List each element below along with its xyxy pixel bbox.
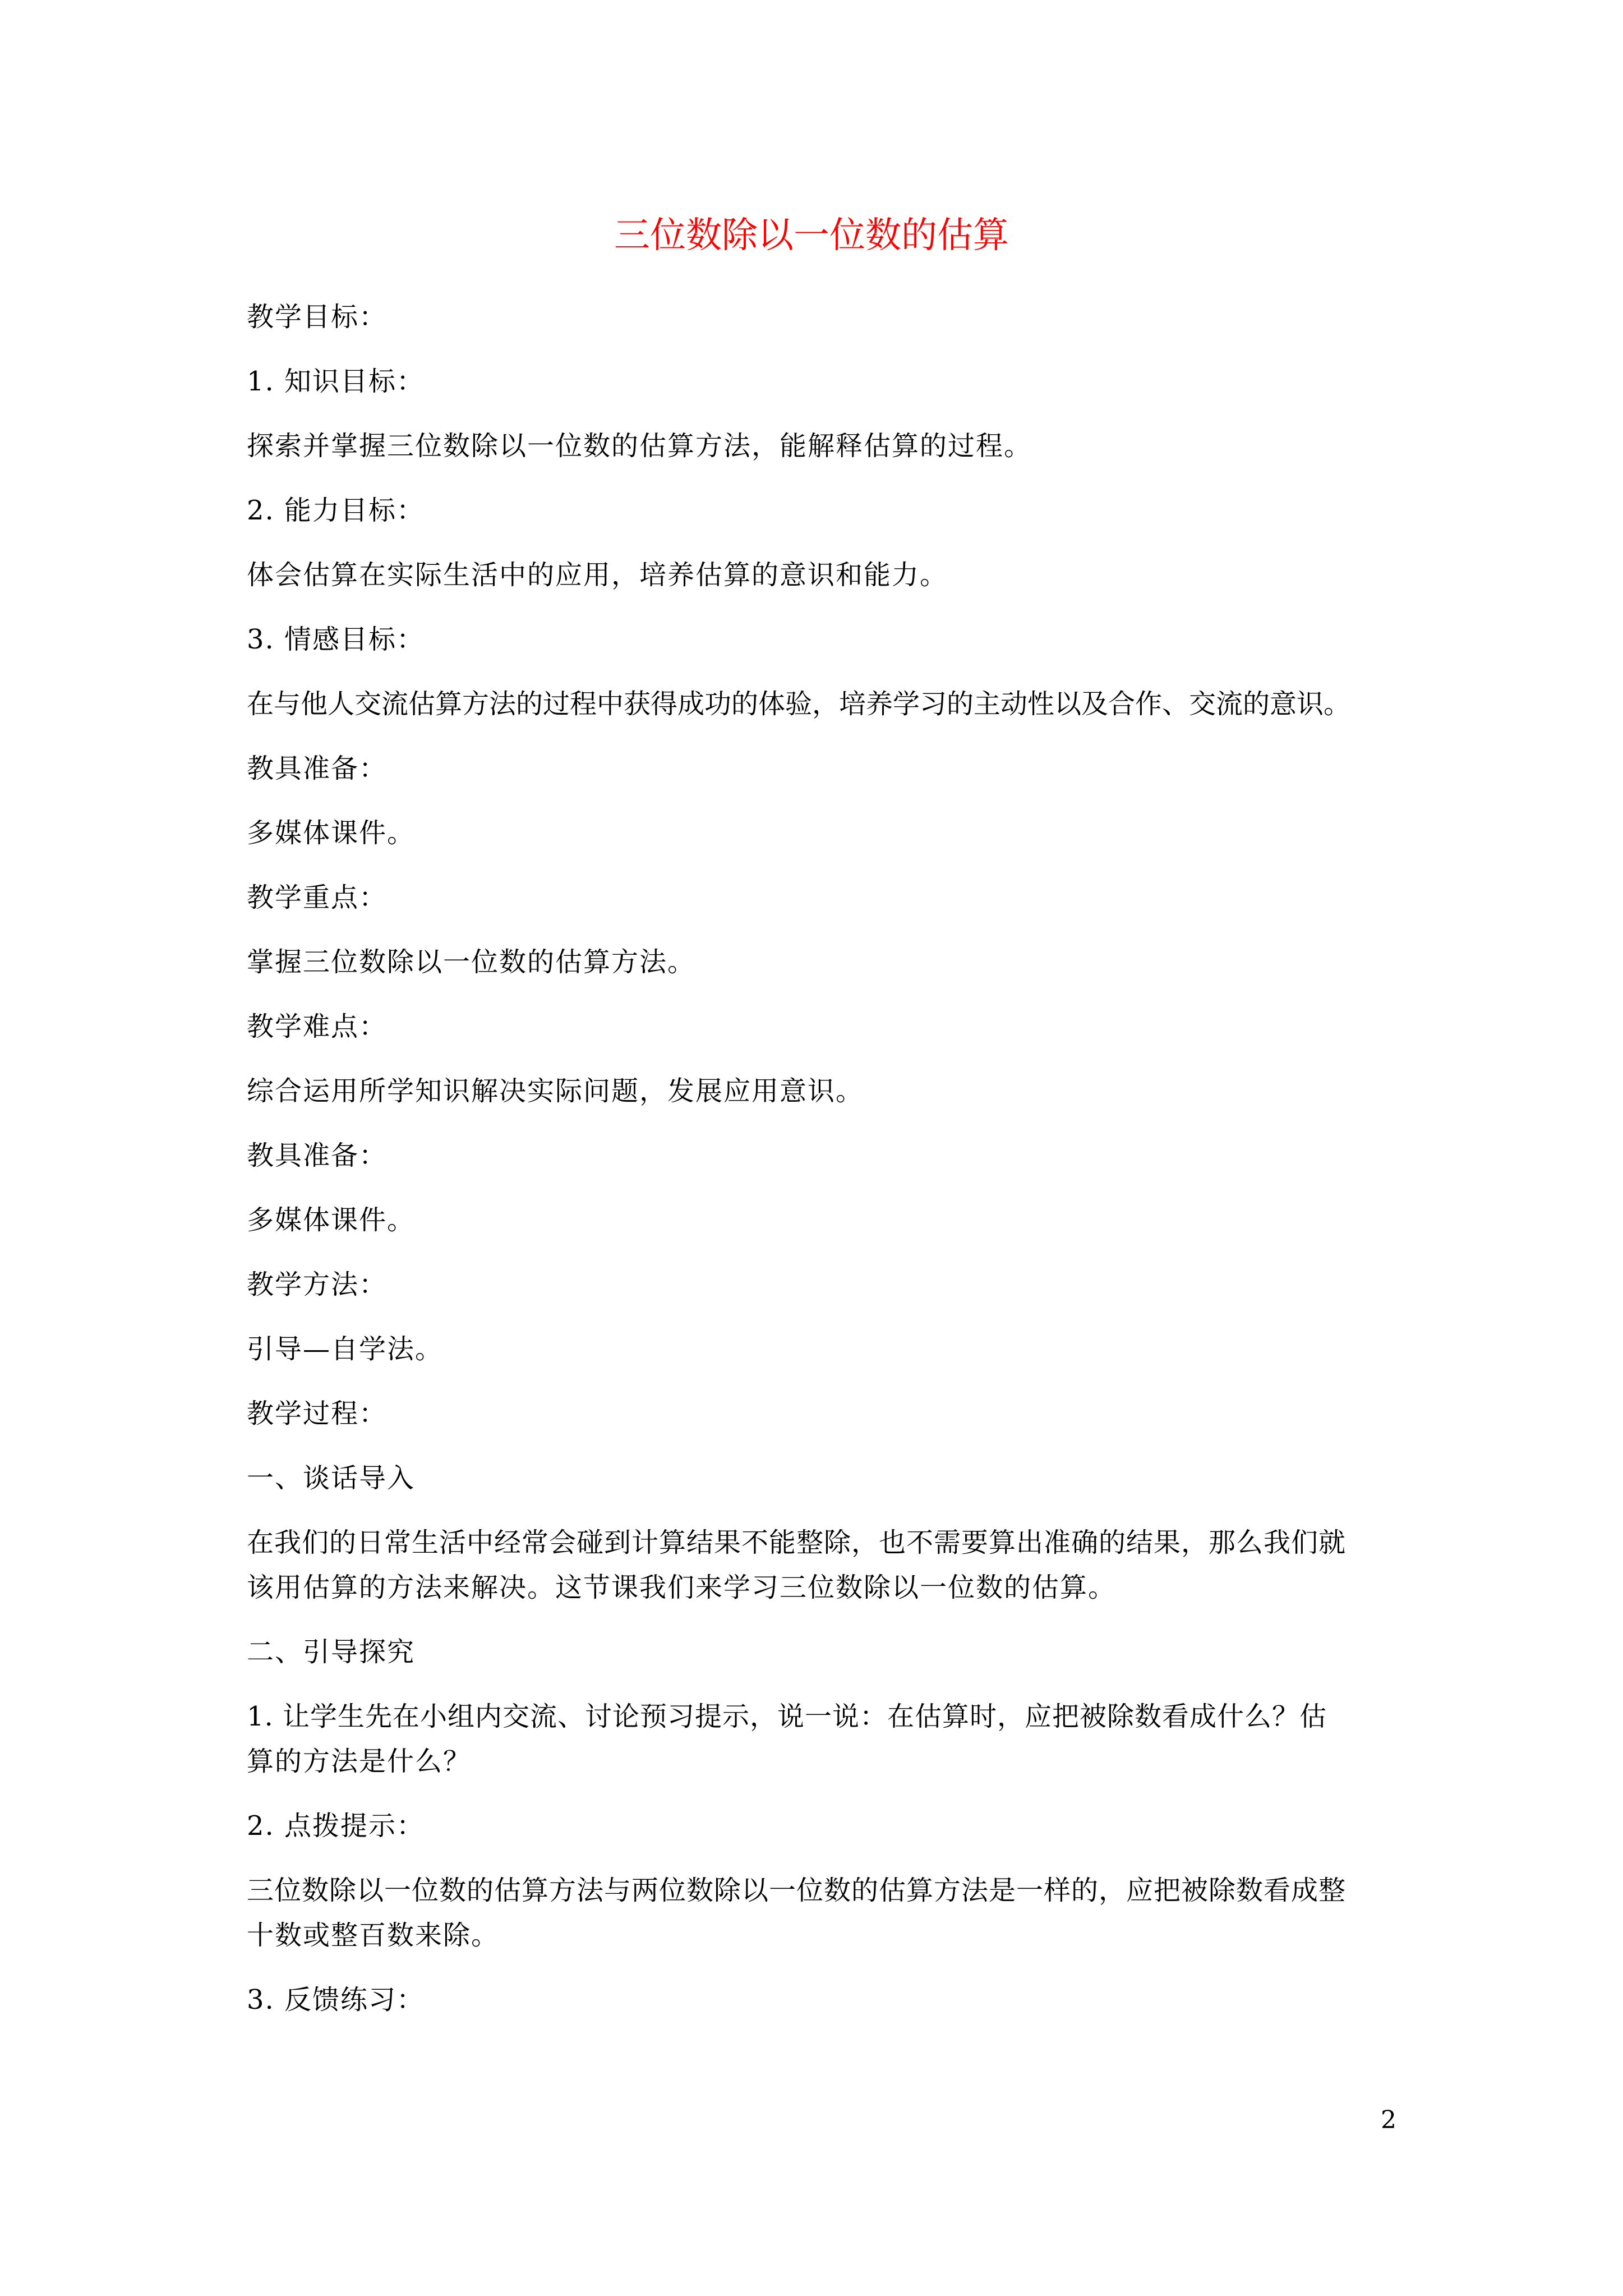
hint-step-text-line-1: 三位数除以一位数的估算方法与两位数除以一位数的估算方法是一样的，应把被除数看成整	[247, 1875, 1347, 1906]
discussion-step-line-2: 算的方法是什么？	[247, 1746, 472, 1777]
knowledge-objective-text: 探索并掌握三位数除以一位数的估算方法，能解释估算的过程。	[247, 430, 1032, 462]
document-title: 三位数除以一位数的估算	[614, 215, 1009, 256]
teaching-difficulty-text: 综合运用所学知识解决实际问题，发展应用意识。	[247, 1075, 864, 1107]
teaching-method-heading: 教学方法：	[247, 1269, 388, 1300]
emotional-objective-heading: 3. 情感目标：	[247, 624, 425, 655]
page-number: 2	[1381, 2106, 1396, 2134]
section-one-text-line-1: 在我们的日常生活中经常会碰到计算结果不能整除，也不需要算出准确的结果，那么我们就	[247, 1527, 1347, 1558]
discussion-step-line-1: 1. 让学生先在小组内交流、讨论预习提示，说一说：在估算时，应把被除数看成什么？估	[247, 1701, 1327, 1732]
section-two-heading: 二、引导探究	[247, 1636, 416, 1668]
section-one-text-line-2: 该用估算的方法来解决。这节课我们来学习三位数除以一位数的估算。	[247, 1572, 1117, 1603]
teaching-method-text: 引导—自学法。	[247, 1333, 444, 1365]
heading-teaching-objectives: 教学目标：	[247, 301, 388, 333]
teaching-aids-text: 多媒体课件。	[247, 817, 416, 849]
hint-step-heading: 2. 点拨提示：	[247, 1810, 425, 1842]
section-one-heading: 一、谈话导入	[247, 1462, 416, 1494]
teaching-aids-heading: 教具准备：	[247, 753, 388, 784]
hint-step-text-line-2: 十数或整百数来除。	[247, 1920, 500, 1951]
teaching-process-heading: 教学过程：	[247, 1398, 388, 1429]
teaching-aids-heading-2: 教具准备：	[247, 1140, 388, 1171]
teaching-focus-text: 掌握三位数除以一位数的估算方法。	[247, 946, 696, 978]
ability-objective-heading: 2. 能力目标：	[247, 495, 425, 526]
knowledge-objective-heading: 1. 知识目标：	[247, 366, 425, 397]
teaching-focus-heading: 教学重点：	[247, 882, 388, 913]
teaching-aids-text-2: 多媒体课件。	[247, 1204, 416, 1236]
feedback-practice-heading: 3. 反馈练习：	[247, 1984, 425, 2016]
ability-objective-text: 体会估算在实际生活中的应用，培养估算的意识和能力。	[247, 559, 948, 591]
emotional-objective-text: 在与他人交流估算方法的过程中获得成功的体验，培养学习的主动性以及合作、交流的意识。	[247, 688, 1351, 720]
teaching-difficulty-heading: 教学难点：	[247, 1011, 388, 1042]
